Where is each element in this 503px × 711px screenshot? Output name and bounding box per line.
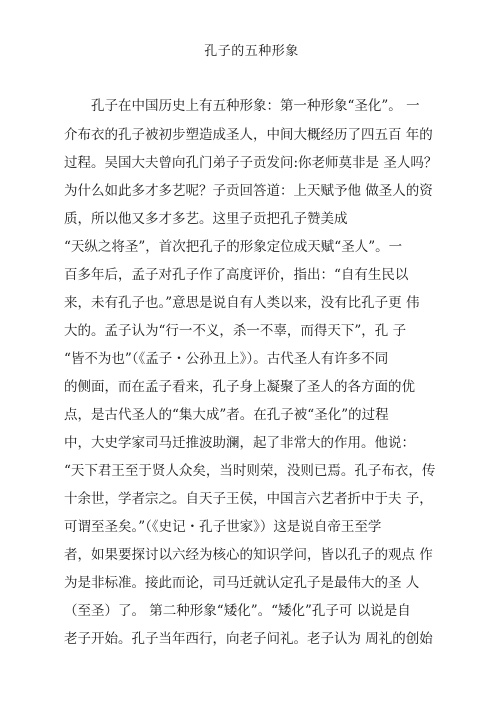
paragraph-line: 中，大史学家司马迁推波助澜，起了非常大的作用。他说： [64,435,415,451]
paragraph-line: 可谓至圣矣。”（《史记・孔子世家》）这是说自帝王至学 [64,519,382,535]
paragraph-line: 点，是古代圣人的“集大成”者。在孔子被“圣化”的过程 [64,407,389,423]
paragraph-line: 来，未有孔子也。”意思是说自有人类以来，没有比孔子更 伟 [64,295,420,311]
paragraph-line: 的侧面，而在孟子看来，孔子身上凝聚了圣人的各方面的优 [64,379,415,395]
paragraph-line: “天下君王至于贤人众矣，当时则荣，没则已焉。孔子布衣，传 [64,463,436,479]
paragraph-line: 为什么如此多才多艺呢？子贡回答道：上天赋予他 做圣人的资 [64,183,433,199]
paragraph-line: 大的。孟子认为“行一不义，杀一不辜，而得天下”，孔 子 [64,323,407,339]
paragraph-line: 十余世，学者宗之。自天子王侯，中国言六艺者折中于夫 子， [64,491,433,507]
document-title: 孔子的五种形象 [204,44,299,59]
paragraph-line: 过程。吴国大夫曾向孔门弟子子贡发问:你老师莫非是 圣人吗？ [64,155,438,171]
paragraph-line: “皆不为也”（《孟子・公孙丑上》）。古代圣人有许多不同 [64,351,389,367]
paragraph-line: 者，如果要探讨以六经为核心的知识学问，皆以孔子的观点 作 [64,547,433,563]
paragraph-line: 介布衣的孔子被初步塑造成圣人，中间大概经历了四五百 年的 [64,127,433,143]
paragraph-line: （至圣）了。 第二种形象“矮化”。“矮化”孔子可 以说是自 [64,603,411,619]
paragraph-line: 质，所以他又多才多艺。这里子贡把孔子赞美成 [64,211,348,227]
paragraph-line: 为是非标准。接此而论，司马迁就认定孔子是最伟大的圣 人 [64,575,420,591]
paragraph-line: 百多年后，孟子对孔子作了高度评价，指出：“自有生民以 [64,267,409,283]
paragraph-line: 孔子在中国历史上有五种形象：第一种形象“圣化”。 一 [64,98,420,114]
paragraph-line: “天纵之将圣”，首次把孔子的形象定位成天赋“圣人”。一 [64,239,403,255]
paragraph-line: 老子开始。孔子当年西行，向老子问礼。老子认为 周礼的创始 [64,631,433,647]
